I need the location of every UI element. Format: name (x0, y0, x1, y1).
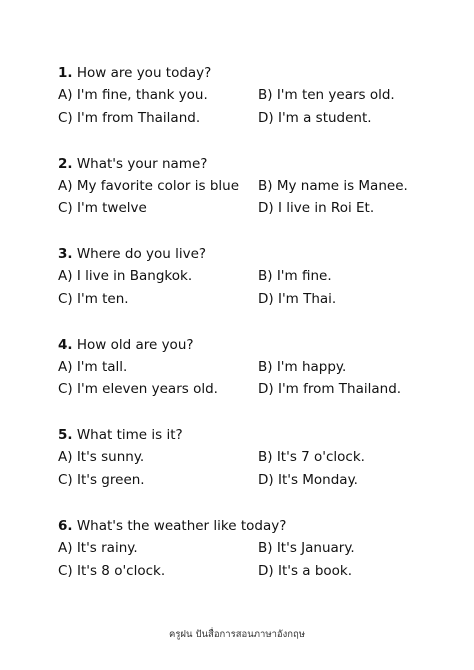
option-row (58, 537, 448, 560)
answer-option (258, 288, 448, 311)
option-row (58, 175, 448, 198)
option-text: I'm eleven years old. (77, 381, 218, 398)
answer-option (258, 107, 448, 130)
option-text: My favorite color is blue (76, 177, 239, 194)
answer-option (258, 197, 448, 220)
option-label: D) (258, 471, 274, 488)
option-label: A) (58, 177, 73, 194)
option-text: I'm fine. (276, 268, 332, 285)
question-text: How old are you? (76, 336, 194, 353)
question-number: 3. (58, 246, 73, 263)
question-text: What's the weather like today? (76, 517, 287, 534)
option-text: I'm a student. (277, 109, 372, 126)
answer-option (58, 446, 258, 469)
option-row (58, 356, 448, 379)
answer-option (58, 288, 258, 311)
option-label: A) (58, 87, 73, 103)
question-title (58, 334, 448, 356)
option-label: B) (258, 539, 273, 556)
answer-option (258, 560, 448, 583)
option-label: D) (258, 200, 274, 217)
question-6 (58, 515, 448, 606)
option-row (58, 197, 448, 220)
option-text: I'm fine, thank you. (76, 87, 208, 103)
option-text: I'm tall. (76, 358, 128, 375)
option-row (58, 378, 448, 401)
answer-option (58, 197, 258, 220)
answer-option (258, 84, 448, 107)
option-label: B) (258, 268, 273, 285)
option-label: C) (58, 381, 73, 398)
option-text: I'm from Thailand. (77, 109, 201, 126)
option-label: D) (258, 381, 274, 398)
option-text: It's green. (77, 471, 145, 488)
option-label: A) (58, 358, 73, 375)
option-label: C) (58, 471, 73, 488)
option-text: I live in Bangkok. (76, 268, 193, 285)
option-text: It's sunny. (76, 449, 145, 466)
option-label: B) (258, 87, 273, 103)
option-label: C) (58, 562, 73, 579)
question-3 (58, 243, 448, 334)
answer-option (58, 560, 258, 583)
option-text: It's a book. (277, 562, 353, 579)
answer-option (58, 84, 258, 107)
option-text: It's 8 o'clock. (77, 562, 166, 579)
answer-option (258, 175, 448, 198)
question-list (58, 62, 448, 606)
question-4 (58, 334, 448, 425)
option-text: I'm ten years old. (276, 87, 395, 103)
option-text: It's rainy. (76, 539, 138, 556)
option-label: D) (258, 290, 274, 307)
answer-option (58, 265, 258, 288)
question-title (58, 424, 448, 446)
question-title (58, 153, 448, 175)
question-number: 1. (58, 65, 73, 81)
question-number: 4. (58, 336, 73, 353)
option-text: It's January. (276, 539, 355, 556)
option-row (58, 107, 448, 130)
option-row (58, 84, 448, 107)
option-label: B) (258, 177, 273, 194)
option-row (58, 446, 448, 469)
answer-option (258, 356, 448, 379)
answer-option (58, 356, 258, 379)
option-label: D) (258, 109, 274, 126)
option-label: C) (58, 290, 73, 307)
option-text: It's Monday. (277, 471, 358, 488)
answer-option (258, 537, 448, 560)
option-label: D) (258, 562, 274, 579)
option-text: My name is Manee. (276, 177, 408, 194)
answer-option (258, 469, 448, 492)
option-text: I'm from Thailand. (277, 381, 402, 398)
question-text: What's your name? (76, 155, 208, 172)
option-label: C) (58, 200, 73, 217)
question-title (58, 62, 448, 84)
question-text: What time is it? (76, 427, 183, 444)
question-title (58, 515, 448, 537)
answer-option (58, 537, 258, 560)
option-text: I'm ten. (77, 290, 129, 307)
option-text: It's 7 o'clock. (276, 449, 365, 466)
option-label: B) (258, 449, 273, 466)
answer-option (58, 469, 258, 492)
answer-option (58, 107, 258, 130)
option-row (58, 469, 448, 492)
question-text: Where do you live? (76, 246, 207, 263)
option-row (58, 560, 448, 583)
question-2 (58, 153, 448, 244)
answer-option (58, 175, 258, 198)
option-label: B) (258, 358, 273, 375)
option-label: C) (58, 109, 73, 126)
option-text: I'm happy. (276, 358, 347, 375)
option-label: A) (58, 449, 73, 466)
option-label: A) (58, 539, 73, 556)
option-row (58, 288, 448, 311)
answer-option (258, 378, 448, 401)
question-text: How are you today? (76, 65, 212, 81)
question-number: 2. (58, 155, 73, 172)
option-label: A) (58, 268, 73, 285)
option-row (58, 265, 448, 288)
question-5 (58, 424, 448, 515)
option-text: I'm Thai. (277, 290, 337, 307)
question-number: 6. (58, 517, 73, 534)
footer-credit: ครูฝน ปันสื่อการสอนภาษาอังกฤษ (168, 629, 306, 640)
answer-option (58, 378, 258, 401)
answer-option (258, 265, 448, 288)
question-number: 5. (58, 427, 73, 444)
option-text: I live in Roi Et. (277, 200, 375, 217)
question-title (58, 243, 448, 265)
option-text: I'm twelve (77, 200, 147, 217)
answer-option (258, 446, 448, 469)
question-1 (58, 62, 448, 153)
